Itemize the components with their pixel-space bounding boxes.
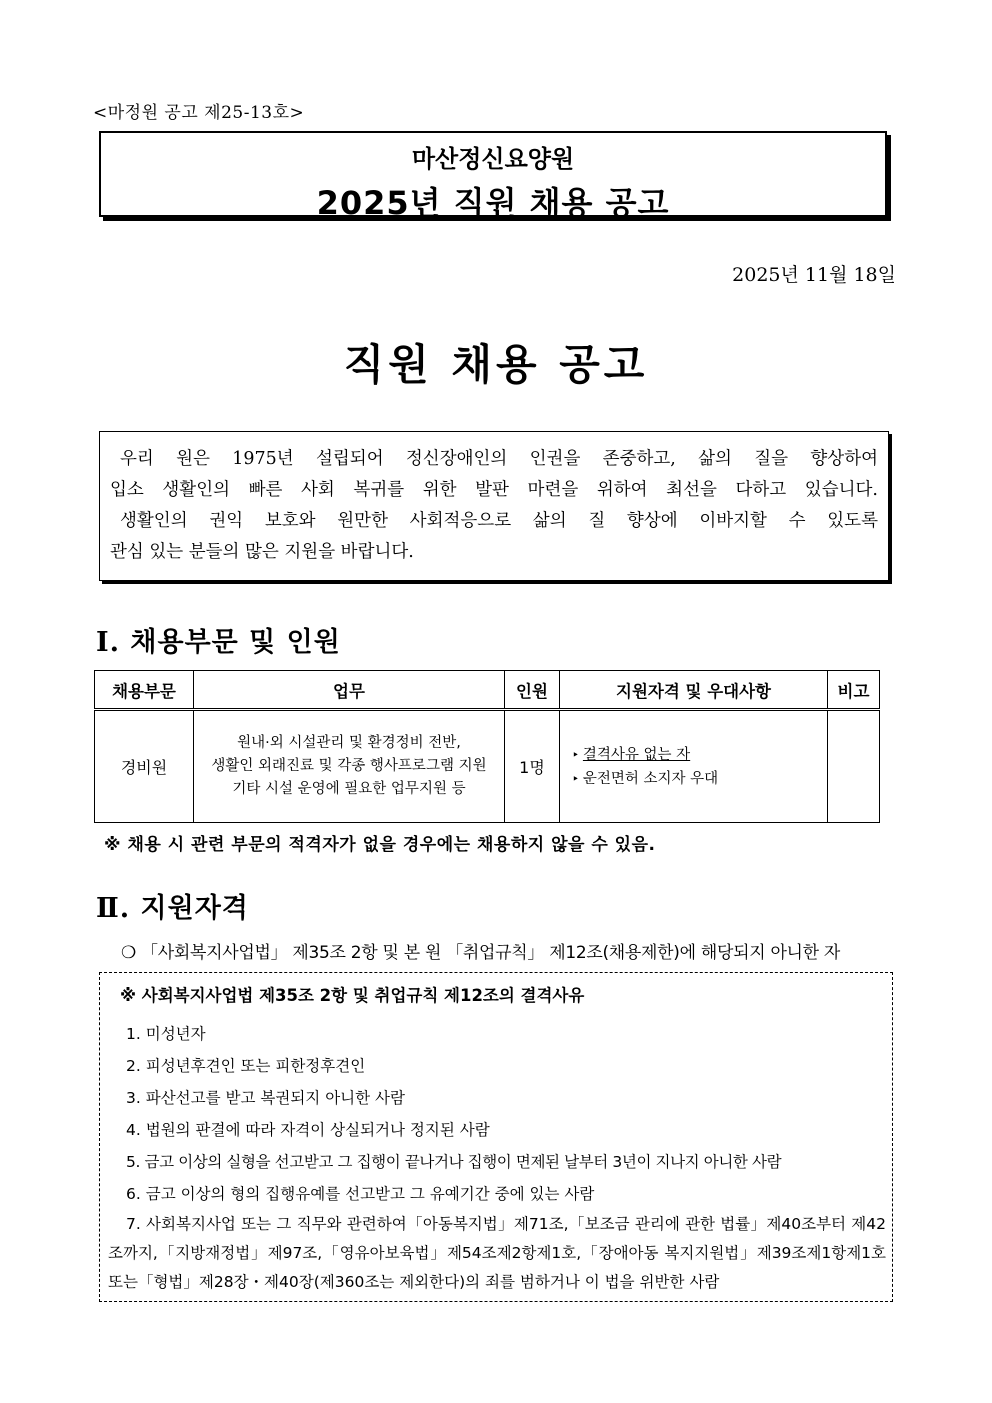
qualification-item: 운전면허 소지자 우대 [582,770,719,787]
notice-number: <마정원 공고 제25-13호> [93,103,305,123]
table-header: 지원자격 및 우대사항 [560,671,828,710]
disqualification-box [99,972,893,1302]
count-cell: 1명 [505,710,560,823]
list-item: 5. 금고 이상의 실형을 선고받고 그 집행이 끝나거나 집행이 면제된 날부터 3년이 지나지 아니한 사람 [126,1153,782,1171]
section-1-title: Ⅰ. 채용부문 및 인원 [96,627,341,658]
table-row [95,710,880,823]
organization-name: 마산정신요양원 [411,145,575,173]
duty-line: 원내·외 시설관리 및 환경정비 전반, [237,735,461,751]
document-title: 2025년 직원 채용 공고 [316,184,670,222]
intro-line: 관심 있는 분들의 많은 지원을 바랍니다. [110,542,414,562]
qualification-item: 결격사유 없는 자 [582,746,691,763]
dept-cell: 경비원 [95,710,194,823]
table-header: 채용부문 [95,671,194,710]
qualification-cell [560,710,828,823]
notice-date: 2025년 11월 18일 [732,264,896,286]
table-header: 비고 [828,671,880,710]
intro-line: 생활인의 권익 보호와 원만한 사회적응으로 삶의 질 향상에 이바지할 수 있도록 [120,511,878,531]
duty-cell [194,710,505,823]
list-item: 2. 피성년후견인 또는 피한정후견인 [126,1057,366,1075]
page-heading: 직원 채용 공고 [343,340,649,389]
list-item: 3. 파산선고를 받고 복권되지 아니한 사람 [126,1089,405,1107]
table-header: 인원 [505,671,560,710]
recruitment-note: ※ 채용 시 관련 부문의 적격자가 없을 경우에는 채용하지 않을 수 있음. [104,835,656,855]
title-box [99,131,887,222]
intro-box [99,431,889,581]
duty-line: 기타 시설 운영에 필요한 업무지원 등 [232,781,466,797]
list-item: 4. 법원의 판결에 따라 자격이 상실되거나 정지된 사람 [126,1121,490,1139]
disqualification-list [100,1018,894,1297]
intro-line: 우리 원은 1975년 설립되어 정신장애인의 인권을 존중하고, 삶의 질을 향상하여 [120,449,878,469]
list-item: 6. 금고 이상의 형의 집행유예를 선고받고 그 유예기간 중에 있는 사람 [126,1185,595,1203]
disqualification-title: ※ 사회복지사업법 제35조 2항 및 취업규칙 제12조의 결격사유 [120,986,585,1005]
remark-cell [828,710,880,823]
eligibility-requirement: ❍ 「사회복지사업법」 제35조 2항 및 본 원 「취업규칙」 제12조(채용제한)에 해당되지 아니한 자 [121,943,841,963]
section-2-title: Ⅱ. 지원자격 [96,893,249,924]
list-item: 1. 미성년자 [126,1025,206,1043]
table-header: 업무 [194,671,505,710]
intro-line: 입소 생활인의 빠른 사회 복귀를 위한 발판 마련을 위하여 최선을 다하고 있습니다. [110,480,878,500]
duty-line: 생활인 외래진료 및 각종 행사프로그램 지원 [211,758,487,774]
recruitment-table [94,670,880,823]
list-item: 7. 사회복지사업 또는 그 직무와 관련하여「아동복지법」제71조,「보조금 관리에 관한 법률」제40조부터 제42조까지,「지방재정법」제97조,「영유아보육법」제54조제2항제1호,「장애아동 복지지원법」제39조제1항제1호 또는「형법」제28장・제40장(제360조는 제외한다)의 죄를 범하거나 이 법을 위반한 사람 [108,1215,886,1291]
